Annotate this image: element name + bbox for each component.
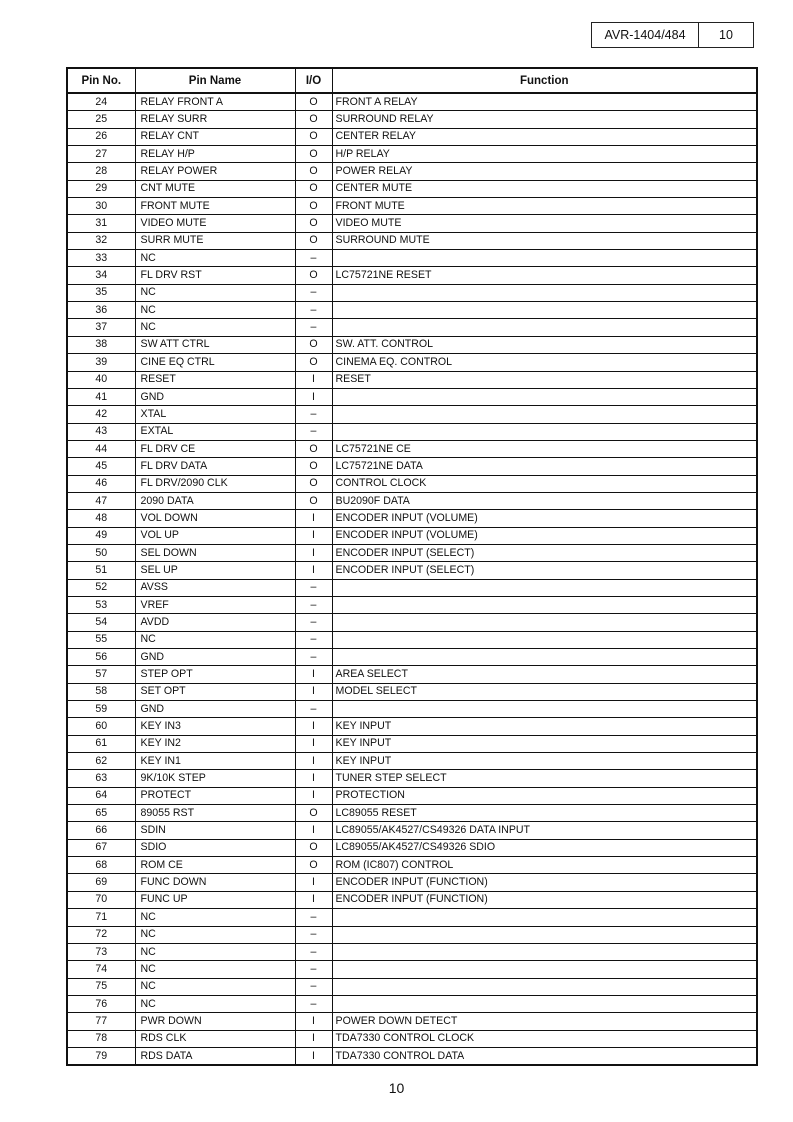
- table-row: [67, 510, 757, 527]
- pin-number: 60: [67, 718, 135, 735]
- table-row: [67, 336, 757, 353]
- pin-number: 29: [67, 180, 135, 197]
- pin-number: 59: [67, 701, 135, 718]
- pin-name: FL DRV/2090 CLK: [135, 475, 295, 492]
- pin-io: I: [295, 735, 332, 752]
- pin-io: I: [295, 544, 332, 561]
- pin-number: 48: [67, 510, 135, 527]
- pin-io: O: [295, 180, 332, 197]
- column-header-io: I/O: [295, 68, 332, 93]
- table-row: [67, 683, 757, 700]
- pin-function: RESET: [332, 371, 757, 388]
- table-row: [67, 1047, 757, 1065]
- table-row: [67, 735, 757, 752]
- pin-name: VOL UP: [135, 527, 295, 544]
- pin-function: LC75721NE DATA: [332, 458, 757, 475]
- pin-function: CENTER MUTE: [332, 180, 757, 197]
- pin-io: O: [295, 232, 332, 249]
- pin-number: 76: [67, 995, 135, 1012]
- pin-name: VREF: [135, 596, 295, 613]
- pin-number: 31: [67, 215, 135, 232]
- table-row: [67, 805, 757, 822]
- pin-number: 69: [67, 874, 135, 891]
- pin-function: [332, 423, 757, 440]
- pin-io: –: [295, 926, 332, 943]
- pin-number: 67: [67, 839, 135, 856]
- pin-name: ROM CE: [135, 857, 295, 874]
- pin-number: 45: [67, 458, 135, 475]
- pin-function: BU2090F DATA: [332, 492, 757, 509]
- pin-number: 53: [67, 596, 135, 613]
- pin-number: 44: [67, 440, 135, 457]
- pin-io: –: [295, 614, 332, 631]
- table-row: [67, 839, 757, 856]
- pin-io: –: [295, 302, 332, 319]
- pin-io: I: [295, 718, 332, 735]
- pin-name: RELAY SURR: [135, 111, 295, 128]
- pin-name: EXTAL: [135, 423, 295, 440]
- table-row: [67, 354, 757, 371]
- pin-name: XTAL: [135, 406, 295, 423]
- table-row: [67, 579, 757, 596]
- pin-function: [332, 302, 757, 319]
- pin-io: –: [295, 596, 332, 613]
- pin-number: 72: [67, 926, 135, 943]
- pin-number: 33: [67, 250, 135, 267]
- pin-name: FUNC UP: [135, 891, 295, 908]
- pin-function: [332, 596, 757, 613]
- pin-io: –: [295, 943, 332, 960]
- column-header-pin-name: Pin Name: [135, 68, 295, 93]
- table-row: [67, 250, 757, 267]
- table-row: [67, 649, 757, 666]
- table-row: [67, 909, 757, 926]
- table-row: [67, 146, 757, 163]
- pin-number: 25: [67, 111, 135, 128]
- pin-name: PWR DOWN: [135, 1013, 295, 1030]
- pin-io: I: [295, 770, 332, 787]
- pin-number: 55: [67, 631, 135, 648]
- pin-function: [332, 388, 757, 405]
- pin-io: O: [295, 93, 332, 111]
- pin-number: 36: [67, 302, 135, 319]
- pin-name: CINE EQ CTRL: [135, 354, 295, 371]
- pin-io: I: [295, 1030, 332, 1047]
- table-row: [67, 388, 757, 405]
- pin-function: [332, 284, 757, 301]
- pin-function: SURROUND MUTE: [332, 232, 757, 249]
- table-row: [67, 492, 757, 509]
- pin-io: –: [295, 423, 332, 440]
- pin-name: RDS CLK: [135, 1030, 295, 1047]
- pin-name: 9K/10K STEP: [135, 770, 295, 787]
- pin-function: SURROUND RELAY: [332, 111, 757, 128]
- table-row: [67, 995, 757, 1012]
- pin-function: LC89055/AK4527/CS49326 DATA INPUT: [332, 822, 757, 839]
- pin-io: –: [295, 978, 332, 995]
- pin-io: O: [295, 163, 332, 180]
- pin-io: O: [295, 267, 332, 284]
- pin-number: 70: [67, 891, 135, 908]
- pin-function: ROM (IC807) CONTROL: [332, 857, 757, 874]
- pin-name: NC: [135, 978, 295, 995]
- pin-number: 46: [67, 475, 135, 492]
- pin-number: 47: [67, 492, 135, 509]
- table-row: [67, 163, 757, 180]
- pin-function: KEY INPUT: [332, 718, 757, 735]
- table-row: [67, 787, 757, 804]
- pin-table-body: [67, 93, 757, 1065]
- pin-number: 34: [67, 267, 135, 284]
- pin-number: 35: [67, 284, 135, 301]
- pin-name: 2090 DATA: [135, 492, 295, 509]
- table-row: [67, 753, 757, 770]
- pin-name: NC: [135, 631, 295, 648]
- column-header-pin-no: Pin No.: [67, 68, 135, 93]
- pin-number: 71: [67, 909, 135, 926]
- pin-name: NC: [135, 909, 295, 926]
- pin-function: LC89055/AK4527/CS49326 SDIO: [332, 839, 757, 856]
- pin-number: 64: [67, 787, 135, 804]
- table-row: [67, 267, 757, 284]
- pin-io: O: [295, 805, 332, 822]
- table-row: [67, 614, 757, 631]
- pin-function: KEY INPUT: [332, 753, 757, 770]
- pin-name: SURR MUTE: [135, 232, 295, 249]
- pin-number: 68: [67, 857, 135, 874]
- table-row: [67, 319, 757, 336]
- pin-name: RELAY H/P: [135, 146, 295, 163]
- pin-io: O: [295, 198, 332, 215]
- pin-function: [332, 961, 757, 978]
- pin-function: TDA7330 CONTROL CLOCK: [332, 1030, 757, 1047]
- table-row: [67, 666, 757, 683]
- pin-name: STEP OPT: [135, 666, 295, 683]
- table-row: [67, 874, 757, 891]
- pin-function: CENTER RELAY: [332, 128, 757, 145]
- pin-function: [332, 250, 757, 267]
- pin-function: KEY INPUT: [332, 735, 757, 752]
- pin-function: ENCODER INPUT (FUNCTION): [332, 891, 757, 908]
- pin-name: CNT MUTE: [135, 180, 295, 197]
- pin-number: 73: [67, 943, 135, 960]
- pin-io: O: [295, 128, 332, 145]
- pin-io: –: [295, 319, 332, 336]
- table-row: [67, 943, 757, 960]
- pin-io: I: [295, 1047, 332, 1065]
- pin-function: MODEL SELECT: [332, 683, 757, 700]
- pin-function: TDA7330 CONTROL DATA: [332, 1047, 757, 1065]
- pin-name: RELAY CNT: [135, 128, 295, 145]
- table-row: [67, 562, 757, 579]
- pin-io: I: [295, 874, 332, 891]
- table-row: [67, 891, 757, 908]
- pin-function: SW. ATT. CONTROL: [332, 336, 757, 353]
- pin-io: I: [295, 527, 332, 544]
- pin-function: LC89055 RESET: [332, 805, 757, 822]
- table-row: [67, 215, 757, 232]
- pin-name: AVSS: [135, 579, 295, 596]
- pin-name: NC: [135, 961, 295, 978]
- table-row: [67, 93, 757, 111]
- pin-name: GND: [135, 649, 295, 666]
- pin-number: 58: [67, 683, 135, 700]
- pin-name: NC: [135, 319, 295, 336]
- pin-name: SW ATT CTRL: [135, 336, 295, 353]
- pin-number: 43: [67, 423, 135, 440]
- pin-number: 30: [67, 198, 135, 215]
- pin-number: 32: [67, 232, 135, 249]
- table-row: [67, 440, 757, 457]
- pin-function: POWER DOWN DETECT: [332, 1013, 757, 1030]
- pin-number: 24: [67, 93, 135, 111]
- pin-number: 52: [67, 579, 135, 596]
- pin-name: RELAY POWER: [135, 163, 295, 180]
- table-row: [67, 371, 757, 388]
- pin-io: –: [295, 284, 332, 301]
- pin-function: LC75721NE RESET: [332, 267, 757, 284]
- pin-number: 28: [67, 163, 135, 180]
- pin-name: NC: [135, 943, 295, 960]
- pin-name: KEY IN2: [135, 735, 295, 752]
- pin-number: 63: [67, 770, 135, 787]
- pin-io: O: [295, 857, 332, 874]
- pin-io: –: [295, 579, 332, 596]
- pin-function: CINEMA EQ. CONTROL: [332, 354, 757, 371]
- pin-name: SDIO: [135, 839, 295, 856]
- pin-number: 42: [67, 406, 135, 423]
- pin-number: 27: [67, 146, 135, 163]
- pin-io: I: [295, 371, 332, 388]
- table-row: [67, 1030, 757, 1047]
- pin-number: 57: [67, 666, 135, 683]
- pin-number: 78: [67, 1030, 135, 1047]
- pin-name: NC: [135, 302, 295, 319]
- pin-io: O: [295, 336, 332, 353]
- pin-io: O: [295, 215, 332, 232]
- pin-number: 66: [67, 822, 135, 839]
- pin-name: AVDD: [135, 614, 295, 631]
- pin-name: NC: [135, 995, 295, 1012]
- pin-io: O: [295, 839, 332, 856]
- pin-io: –: [295, 995, 332, 1012]
- pin-number: 39: [67, 354, 135, 371]
- pin-name: FUNC DOWN: [135, 874, 295, 891]
- pin-io: I: [295, 683, 332, 700]
- pin-function: LC75721NE CE: [332, 440, 757, 457]
- pin-number: 54: [67, 614, 135, 631]
- pin-io: I: [295, 891, 332, 908]
- pin-io: I: [295, 666, 332, 683]
- pin-number: 49: [67, 527, 135, 544]
- pin-name: SDIN: [135, 822, 295, 839]
- pin-name: RESET: [135, 371, 295, 388]
- pin-name: NC: [135, 926, 295, 943]
- pin-function: FRONT MUTE: [332, 198, 757, 215]
- pin-io: I: [295, 822, 332, 839]
- table-row: [67, 302, 757, 319]
- pin-number: 26: [67, 128, 135, 145]
- pin-io: O: [295, 458, 332, 475]
- column-header-function: Function: [332, 68, 757, 93]
- pin-name: NC: [135, 284, 295, 301]
- pin-io: –: [295, 701, 332, 718]
- table-row: [67, 406, 757, 423]
- pin-name: RELAY FRONT A: [135, 93, 295, 111]
- table-row: [67, 475, 757, 492]
- pin-function: VIDEO MUTE: [332, 215, 757, 232]
- table-row: [67, 701, 757, 718]
- pin-function: [332, 406, 757, 423]
- table-row: [67, 128, 757, 145]
- pin-name: FL DRV DATA: [135, 458, 295, 475]
- table-row: [67, 631, 757, 648]
- pin-function: [332, 579, 757, 596]
- pin-name: SEL DOWN: [135, 544, 295, 561]
- header-box: [591, 22, 754, 48]
- pin-io: O: [295, 475, 332, 492]
- pin-function: [332, 978, 757, 995]
- table-row: [67, 111, 757, 128]
- table-row: [67, 961, 757, 978]
- pin-io: –: [295, 961, 332, 978]
- pin-io: –: [295, 406, 332, 423]
- pin-io: I: [295, 388, 332, 405]
- table-row: [67, 926, 757, 943]
- pin-name: NC: [135, 250, 295, 267]
- pin-function: AREA SELECT: [332, 666, 757, 683]
- pin-function: ENCODER INPUT (SELECT): [332, 562, 757, 579]
- pin-function: [332, 614, 757, 631]
- pin-number: 41: [67, 388, 135, 405]
- pin-io: I: [295, 787, 332, 804]
- pin-function: [332, 909, 757, 926]
- table-header-row: [67, 68, 757, 93]
- table-row: [67, 822, 757, 839]
- pin-io: I: [295, 1013, 332, 1030]
- pin-name: SEL UP: [135, 562, 295, 579]
- pin-function: POWER RELAY: [332, 163, 757, 180]
- pin-name: FL DRV CE: [135, 440, 295, 457]
- pin-number: 79: [67, 1047, 135, 1065]
- pin-number: 74: [67, 961, 135, 978]
- pin-name: KEY IN3: [135, 718, 295, 735]
- table-row: [67, 770, 757, 787]
- table-row: [67, 1013, 757, 1030]
- page-number: 10: [388, 1080, 405, 1096]
- pin-function: [332, 926, 757, 943]
- pin-function: [332, 701, 757, 718]
- pin-function: ENCODER INPUT (FUNCTION): [332, 874, 757, 891]
- pin-name: PROTECT: [135, 787, 295, 804]
- pin-io: –: [295, 250, 332, 267]
- pin-function: CONTROL CLOCK: [332, 475, 757, 492]
- header-page-number: 10: [719, 28, 733, 42]
- pin-number: 56: [67, 649, 135, 666]
- pin-function: [332, 649, 757, 666]
- pin-function: [332, 943, 757, 960]
- pin-name: VOL DOWN: [135, 510, 295, 527]
- pin-number: 51: [67, 562, 135, 579]
- table-row: [67, 596, 757, 613]
- pin-io: –: [295, 649, 332, 666]
- table-row: [67, 978, 757, 995]
- pin-number: 65: [67, 805, 135, 822]
- pin-function: ENCODER INPUT (VOLUME): [332, 510, 757, 527]
- table-row: [67, 232, 757, 249]
- pin-number: 38: [67, 336, 135, 353]
- table-row: [67, 857, 757, 874]
- pin-function: ENCODER INPUT (SELECT): [332, 544, 757, 561]
- pin-function: ENCODER INPUT (VOLUME): [332, 527, 757, 544]
- pin-io: O: [295, 146, 332, 163]
- pin-function: PROTECTION: [332, 787, 757, 804]
- pin-number: 37: [67, 319, 135, 336]
- table-row: [67, 423, 757, 440]
- table-row: [67, 458, 757, 475]
- pin-function: FRONT A RELAY: [332, 93, 757, 111]
- table-row: [67, 180, 757, 197]
- pin-io: I: [295, 510, 332, 527]
- pin-name: FRONT MUTE: [135, 198, 295, 215]
- pin-io: O: [295, 354, 332, 371]
- model-number: AVR-1404/484: [592, 23, 699, 47]
- table-row: [67, 544, 757, 561]
- table-row: [67, 527, 757, 544]
- pin-io: –: [295, 909, 332, 926]
- pin-number: 50: [67, 544, 135, 561]
- pin-function: [332, 995, 757, 1012]
- pin-number: 77: [67, 1013, 135, 1030]
- pin-io: I: [295, 753, 332, 770]
- pin-io: I: [295, 562, 332, 579]
- pin-number: 75: [67, 978, 135, 995]
- pin-function: [332, 631, 757, 648]
- pin-function: H/P RELAY: [332, 146, 757, 163]
- table-row: [67, 284, 757, 301]
- pin-number: 40: [67, 371, 135, 388]
- pin-function: TUNER STEP SELECT: [332, 770, 757, 787]
- pin-name: VIDEO MUTE: [135, 215, 295, 232]
- pin-number: 61: [67, 735, 135, 752]
- pin-function: [332, 319, 757, 336]
- pin-name: FL DRV RST: [135, 267, 295, 284]
- pin-name: GND: [135, 388, 295, 405]
- pin-io: O: [295, 492, 332, 509]
- pin-name: KEY IN1: [135, 753, 295, 770]
- pin-name: SET OPT: [135, 683, 295, 700]
- pin-name: RDS DATA: [135, 1047, 295, 1065]
- table-row: [67, 718, 757, 735]
- pin-number: 62: [67, 753, 135, 770]
- pin-name: GND: [135, 701, 295, 718]
- pin-io: O: [295, 440, 332, 457]
- table-row: [67, 198, 757, 215]
- pin-name: 89055 RST: [135, 805, 295, 822]
- pin-io: O: [295, 111, 332, 128]
- pin-io: –: [295, 631, 332, 648]
- pin-table: [66, 67, 758, 1066]
